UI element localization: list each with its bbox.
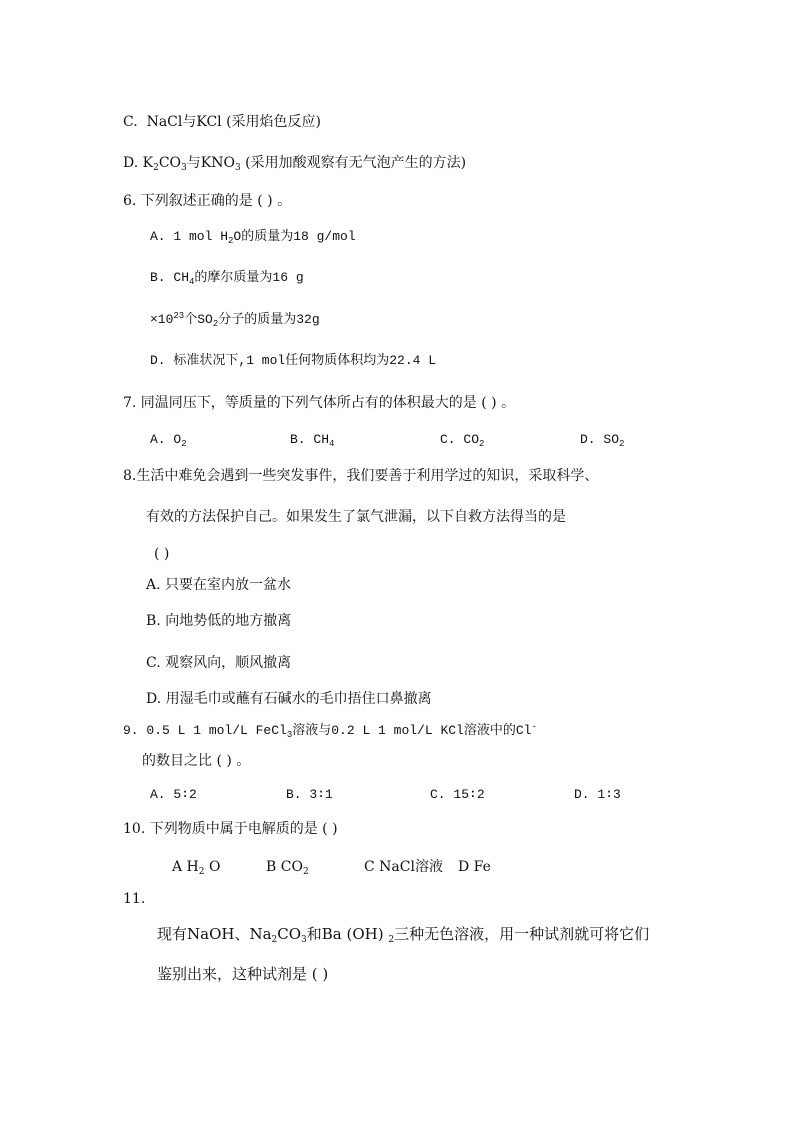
q7-option-a bbox=[150, 431, 187, 449]
q11-number: 11. bbox=[123, 891, 146, 907]
q9-option-d: D. 1∶3 bbox=[574, 787, 621, 802]
subscript: 3 bbox=[286, 730, 293, 740]
q6-stem: 6. 下列叙述正确的是 ( ) 。 bbox=[123, 193, 292, 209]
option-text: 分子的质量为32g bbox=[218, 312, 320, 327]
q8-option-d: D. 用湿毛巾或蘸有石碱水的毛巾捂住口鼻撤离 bbox=[146, 691, 432, 707]
option-text: NaCl与KCl (采用焰色反应) bbox=[146, 114, 322, 130]
q9-option-a: A. 5∶2 bbox=[150, 787, 197, 802]
superscript: 23 bbox=[173, 311, 185, 321]
subscript: 2 bbox=[228, 236, 234, 246]
q6-option-b bbox=[150, 269, 304, 287]
q8-stem-line3: ( ) bbox=[154, 546, 170, 562]
q6-option-d: D. 标准状况下,1 mol任何物质体积均为22.4 L bbox=[150, 353, 437, 368]
q6-option-c bbox=[150, 311, 320, 329]
q8-option-a: A. 只要在室内放一盆水 bbox=[146, 577, 292, 593]
subscript: 2 bbox=[302, 867, 309, 877]
formula: K bbox=[142, 155, 154, 171]
subscript: 2 bbox=[271, 935, 278, 945]
subscript: 2 bbox=[479, 439, 485, 449]
stem-text: 和Ba (OH) bbox=[306, 925, 389, 943]
q5-option-c bbox=[123, 113, 321, 131]
q7-option-d bbox=[580, 431, 624, 449]
formula: 与KNO bbox=[186, 155, 235, 171]
superscript: - bbox=[531, 722, 537, 732]
q5-option-d bbox=[123, 154, 466, 172]
q6-option-a bbox=[150, 228, 356, 246]
option-label: C. bbox=[123, 114, 138, 130]
subscript: 3 bbox=[301, 935, 307, 945]
q9-option-c: C. 15∶2 bbox=[430, 787, 485, 802]
option-text: ×10 bbox=[150, 312, 174, 327]
formula: CO bbox=[158, 155, 182, 171]
subscript: 2 bbox=[198, 867, 205, 877]
q11-stem-line2: 鉴别出来，这种试剂是 ( ) bbox=[157, 965, 329, 983]
q7-option-c bbox=[440, 431, 484, 449]
option-text: 个SO bbox=[184, 312, 213, 327]
q10-option-b bbox=[266, 858, 309, 876]
stem-text: CO bbox=[277, 925, 302, 943]
subscript: 3 bbox=[181, 163, 187, 173]
option-text: B. CH bbox=[290, 432, 330, 447]
q9-option-b: B. 3∶1 bbox=[286, 787, 333, 802]
q7-stem: 7. 同温同压下，等质量的下列气体所占有的体积最大的是 ( ) 。 bbox=[123, 395, 516, 411]
option-text: D. SO bbox=[580, 432, 620, 447]
option-text: (采用加酸观察有无气泡产生的方法) bbox=[240, 155, 467, 171]
q7-option-b bbox=[290, 431, 334, 449]
option-text: 的摩尔质量为16 g bbox=[194, 270, 304, 285]
stem-text: 溶液与0.2 L 1 mol/L KCl溶液中的Cl bbox=[292, 723, 532, 738]
option-text: B CO bbox=[266, 859, 303, 875]
subscript: 4 bbox=[189, 277, 195, 287]
q8-stem-line1: 8.生活中难免会遇到一些突发事件，我们要善于利用学过的知识，采取科学、 bbox=[123, 468, 599, 484]
q8-stem-line2: 有效的方法保护自己。如果发生了氯气泄漏，以下自救方法得当的是 bbox=[146, 509, 566, 525]
option-text: B. CH bbox=[150, 270, 190, 285]
option-text: C. CO bbox=[440, 432, 480, 447]
subscript: 2 bbox=[619, 439, 625, 449]
option-text: A. 1 mol H bbox=[150, 229, 229, 244]
subscript: 2 bbox=[153, 163, 159, 173]
q10-option-c: C NaCl溶液 bbox=[364, 859, 443, 875]
q10-stem: 10. 下列物质中属于电解质的是 ( ) bbox=[123, 821, 338, 837]
q8-option-b: B. 向地势低的地方撤离 bbox=[146, 613, 292, 629]
stem-text: 三种无色溶液，用一种试剂就可将它们 bbox=[394, 925, 650, 943]
stem-text: 现有NaOH、Na bbox=[157, 925, 272, 943]
option-text: A. O bbox=[150, 432, 182, 447]
q10-option-d: D Fe bbox=[458, 859, 491, 875]
q10-option-a bbox=[172, 858, 220, 876]
q9-stem-line2: 的数目之比 ( ) 。 bbox=[142, 753, 251, 769]
subscript: 2 bbox=[181, 439, 187, 449]
option-text: O bbox=[204, 859, 221, 875]
subscript: 2 bbox=[388, 935, 395, 945]
option-text: A H bbox=[172, 859, 199, 875]
q9-stem-line1 bbox=[123, 722, 537, 740]
subscript: 3 bbox=[234, 163, 241, 173]
stem-text: 9. 0.5 L 1 mol/L FeCl bbox=[123, 723, 287, 738]
option-text: O的质量为18 g/mol bbox=[233, 229, 356, 244]
subscript: 4 bbox=[329, 439, 335, 449]
q11-stem-line1 bbox=[157, 925, 649, 943]
subscript: 2 bbox=[212, 319, 219, 329]
q8-option-c: C. 观察风向，顺风撤离 bbox=[146, 655, 292, 671]
option-label: D. bbox=[123, 155, 139, 171]
